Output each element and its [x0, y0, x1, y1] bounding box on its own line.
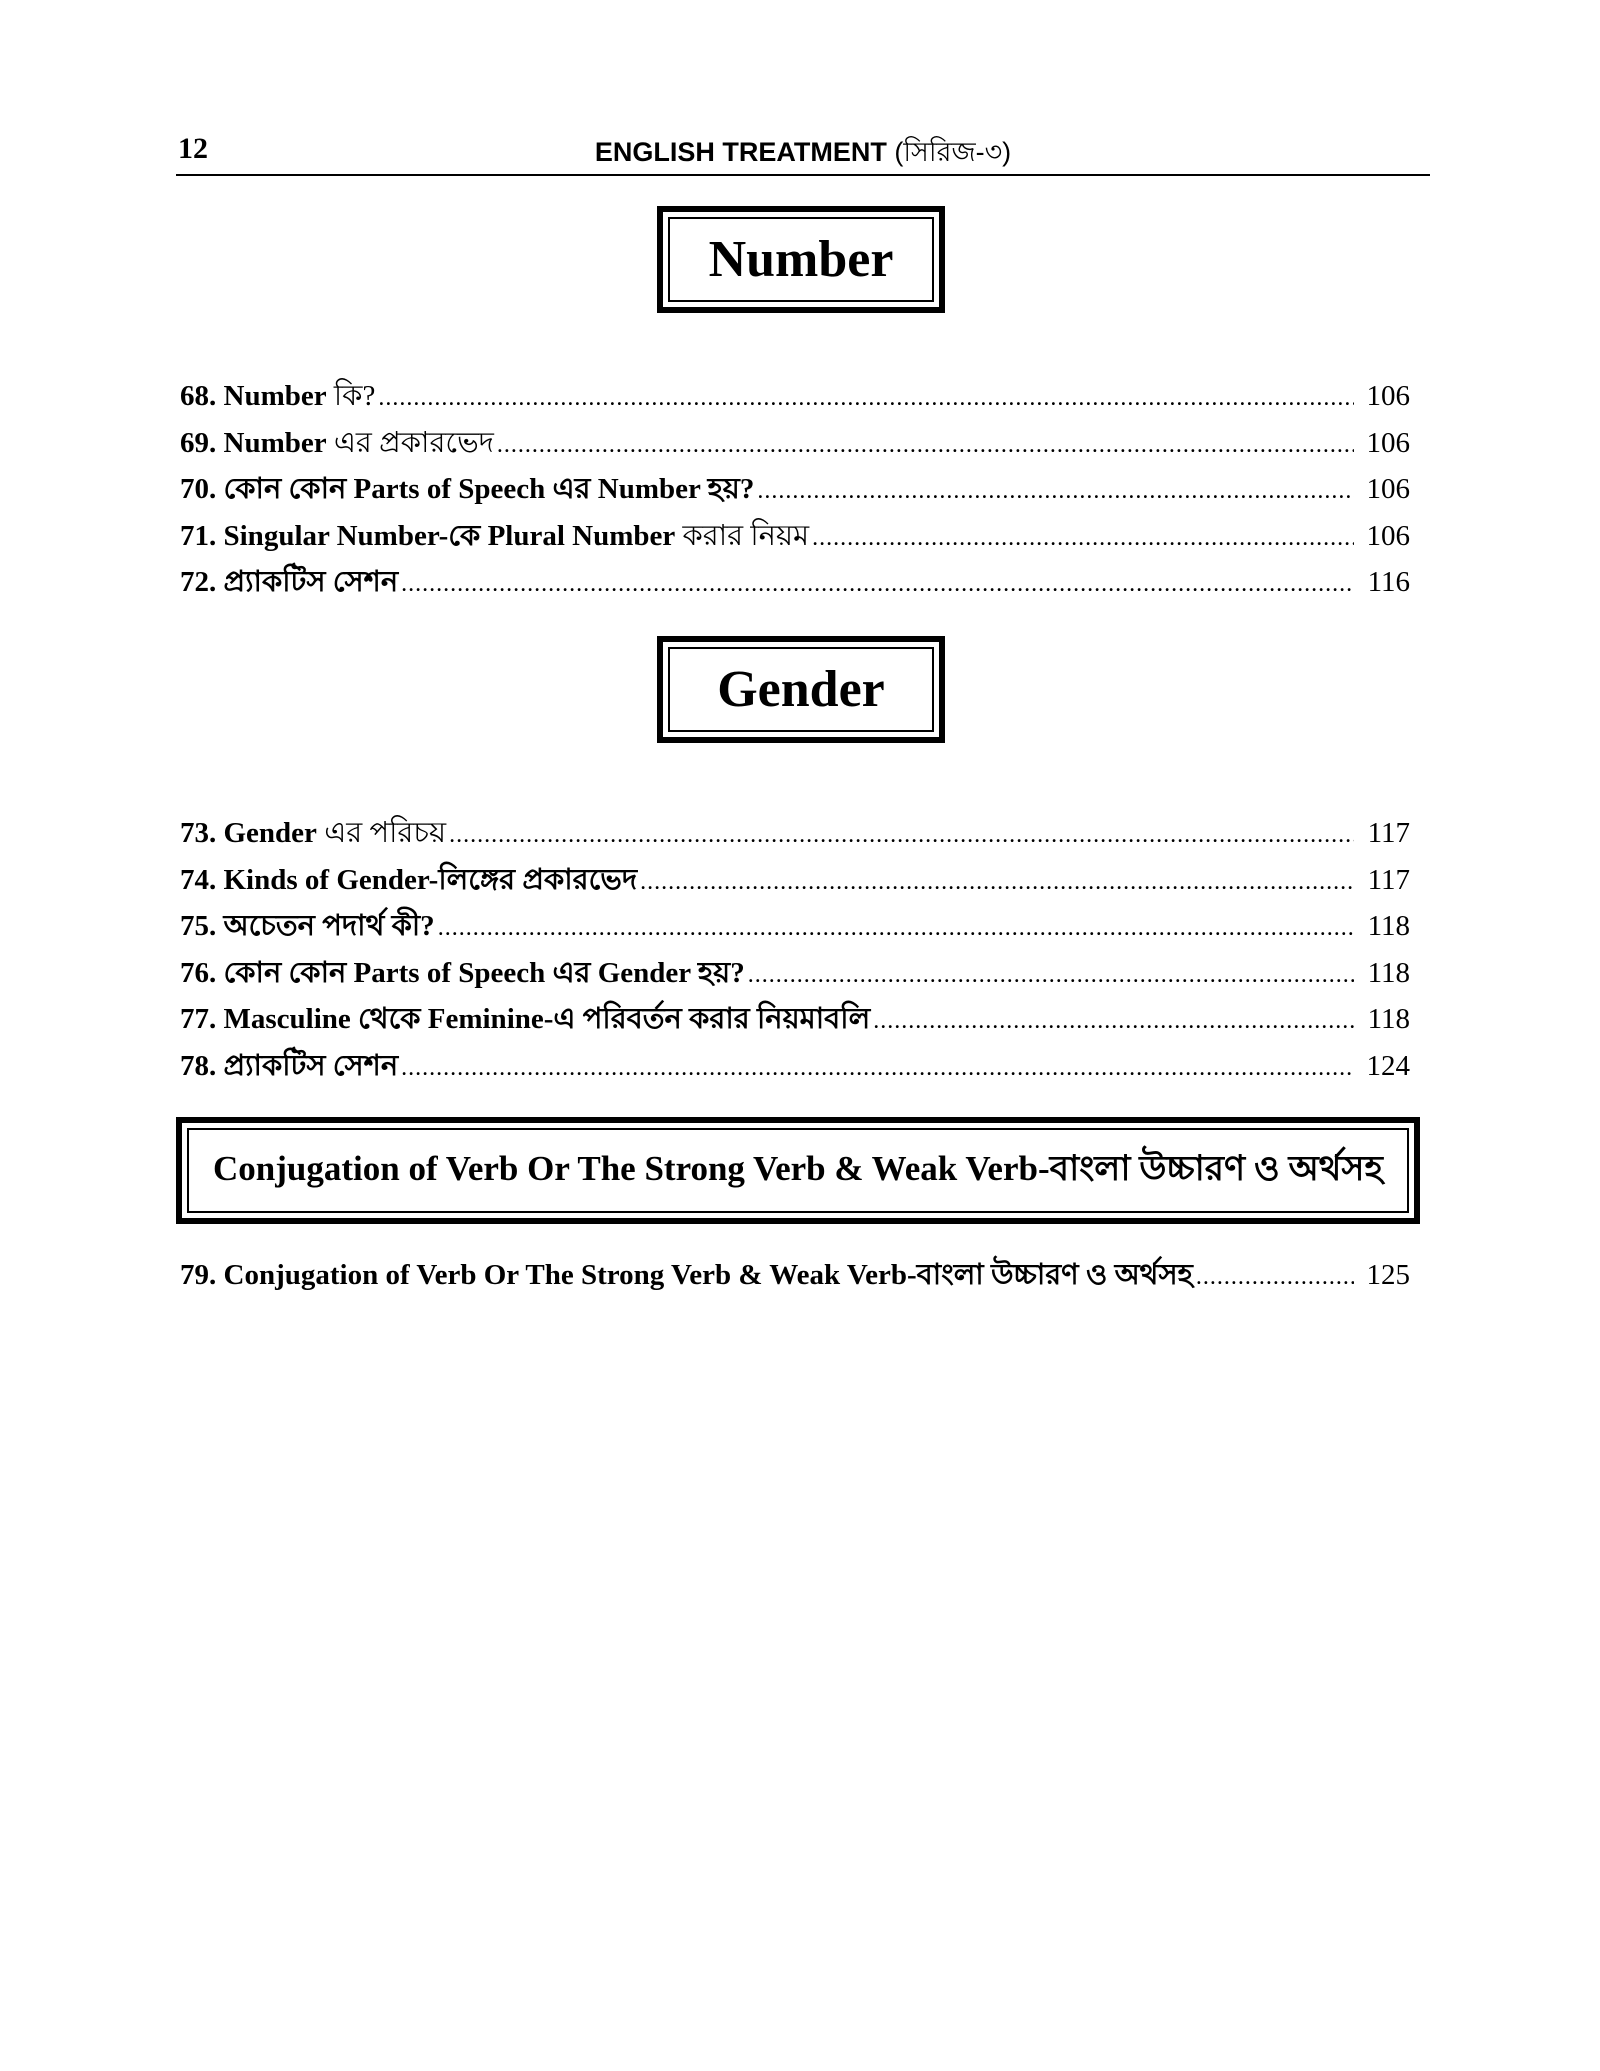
- toc-entry-page: 106: [1366, 426, 1410, 459]
- toc-entry-page: 106: [1366, 519, 1410, 552]
- section-heading: Conjugation of Verb Or The Strong Verb & Weak Verb-বাংলা উচ্চারণ ও অর্থসহ: [187, 1128, 1409, 1213]
- toc-entry: [180, 373, 1410, 420]
- toc-entry: [180, 466, 1410, 513]
- toc-entry-page: 116: [1367, 566, 1410, 598]
- toc-entry-label: কোন কোন Parts of Speech এর Number হয়?: [223, 473, 755, 505]
- dot-leader: [1196, 1254, 1354, 1301]
- toc-entry-page: 124: [1366, 1049, 1410, 1082]
- toc-list-number: [180, 373, 1410, 606]
- toc-entry: [180, 1043, 1410, 1090]
- toc-entry-text: [180, 950, 745, 997]
- toc-entry-page: 118: [1367, 910, 1410, 942]
- dot-leader: [757, 468, 1354, 515]
- toc-entry-page: 106: [1366, 380, 1410, 412]
- toc-entry: [180, 950, 1410, 997]
- section-heading-conjugation-box: [176, 1117, 1420, 1224]
- toc-entry-number: 76.: [180, 956, 217, 989]
- toc-entry-text: [180, 466, 754, 513]
- toc-entry-text: [180, 996, 870, 1043]
- toc-entry-number: 72.: [180, 566, 217, 598]
- toc-entry-label: প্র্যাকটিস সেশন: [223, 566, 399, 598]
- toc-entry-number: 70.: [180, 473, 217, 505]
- section-heading-gender-box: [657, 636, 945, 743]
- toc-entry-page: 118: [1367, 1003, 1410, 1035]
- toc-entry-text: [180, 513, 809, 560]
- toc-entry-text: [180, 559, 398, 606]
- toc-entry-text: [180, 857, 637, 904]
- toc-entry-suffix: এর প্রকারভেদ: [326, 426, 494, 459]
- toc-entry-label: Kinds of Gender-লিঙ্গের প্রকারভেদ: [223, 863, 638, 896]
- toc-entry: [180, 1252, 1410, 1299]
- toc-entry-page: 118: [1367, 956, 1410, 989]
- running-title: [176, 132, 1430, 177]
- toc-entry-label: Singular Number-কে Plural Number: [223, 519, 676, 552]
- toc-entry-text: [180, 1252, 1193, 1299]
- toc-entry-number: 77.: [180, 1003, 217, 1035]
- toc-entry-suffix: কি?: [326, 380, 376, 412]
- toc-entry-number: 74.: [180, 863, 217, 896]
- toc-list-gender: [180, 810, 1410, 1089]
- toc-entry: [180, 903, 1410, 950]
- dot-leader: [497, 422, 1354, 469]
- toc-entry: [180, 996, 1410, 1043]
- section-heading-number-box: [657, 206, 945, 313]
- dot-leader: [748, 952, 1354, 999]
- toc-entry-label: Conjugation of Verb Or The Strong Verb & Weak Verb-বাংলা উচ্চারণ ও অর্থসহ: [223, 1259, 1193, 1291]
- page-header: [176, 128, 1430, 176]
- toc-entry-page: 117: [1367, 817, 1410, 849]
- toc-entry-suffix: করার নিয়ম: [675, 519, 810, 552]
- dot-leader: [449, 812, 1354, 859]
- section-heading: Gender: [668, 647, 934, 732]
- dot-leader: [640, 859, 1354, 906]
- toc-entry-number: 69.: [180, 426, 217, 459]
- book-series: (সিরিজ-৩): [894, 137, 1012, 167]
- toc-entry-label: প্র্যাকটিস সেশন: [223, 1049, 399, 1082]
- dot-leader: [873, 998, 1354, 1045]
- toc-entry-label: Number: [223, 380, 327, 412]
- dot-leader: [438, 905, 1354, 952]
- toc-entry-text: [180, 810, 446, 857]
- toc-entry-page: 125: [1366, 1259, 1410, 1291]
- toc-entry-label: কোন কোন Parts of Speech এর Gender হয়?: [223, 956, 745, 989]
- toc-entry-number: 68.: [180, 380, 217, 412]
- toc-entry: [180, 559, 1410, 606]
- toc-entry-page: 106: [1366, 473, 1410, 505]
- toc-entry-text: [180, 1043, 398, 1090]
- toc-entry: [180, 810, 1410, 857]
- toc-entry: [180, 513, 1410, 560]
- dot-leader: [401, 561, 1354, 608]
- toc-entry-label: Number: [223, 426, 327, 459]
- dot-leader: [378, 375, 1354, 422]
- toc-entry-number: 78.: [180, 1049, 217, 1082]
- toc-entry: [180, 420, 1410, 467]
- toc-list-conjugation: [180, 1252, 1410, 1299]
- toc-entry-label: Gender: [223, 817, 317, 849]
- toc-entry-number: 79.: [180, 1259, 217, 1291]
- toc-entry-text: [180, 903, 435, 950]
- toc-entry-number: 71.: [180, 519, 217, 552]
- toc-entry-page: 117: [1367, 863, 1410, 896]
- toc-entry-number: 75.: [180, 910, 217, 942]
- toc-entry-number: 73.: [180, 817, 217, 849]
- section-heading: Number: [668, 217, 934, 302]
- toc-entry-text: [180, 420, 494, 467]
- book-title: ENGLISH TREATMENT: [594, 137, 887, 167]
- toc-entry: [180, 857, 1410, 904]
- toc-entry-suffix: এর পরিচয়: [316, 817, 447, 849]
- toc-entry-text: [180, 373, 375, 420]
- toc-entry-label: Masculine থেকে Feminine-এ পরিবর্তন করার নিয়মাবলি: [223, 1003, 871, 1035]
- toc-entry-label: অচেতন পদার্থ কী?: [223, 910, 435, 942]
- dot-leader: [812, 515, 1354, 562]
- dot-leader: [401, 1045, 1354, 1092]
- page-number: 12: [178, 132, 208, 165]
